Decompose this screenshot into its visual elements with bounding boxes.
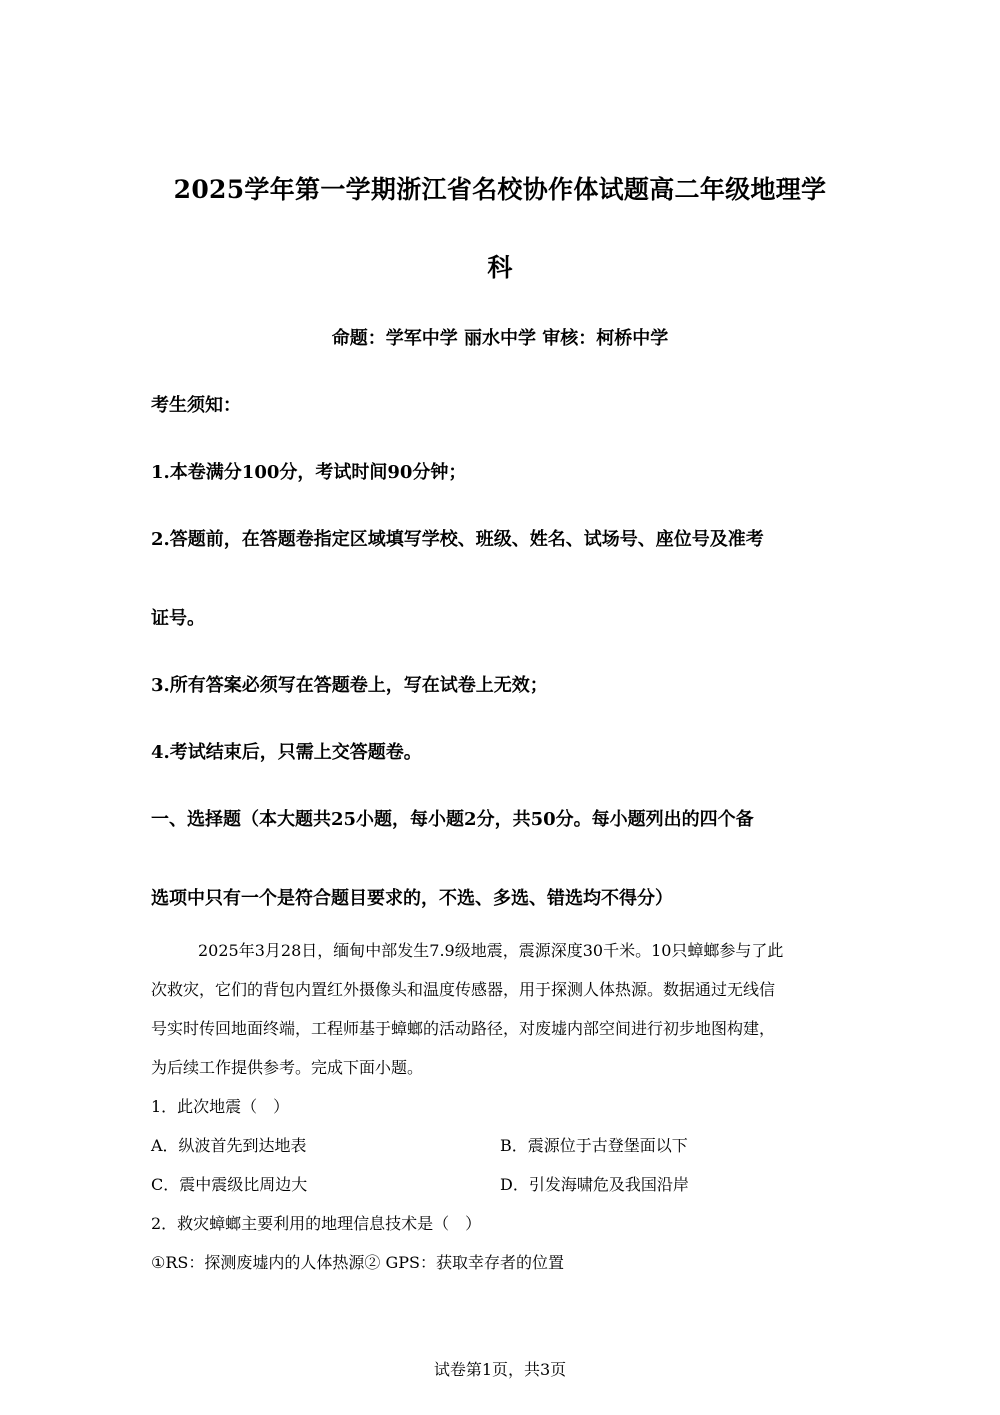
exam-title-line1: 2025学年第一学期浙江省名校协作体试题高二年级地理学 xyxy=(173,175,827,204)
question-1-stem: 1．此次地震（ ） xyxy=(151,1097,290,1116)
passage-line-4: 为后续工作提供参考。完成下面小题。 xyxy=(151,1058,424,1077)
question-2-item-1: ①RS：探测废墟内的人体热源② GPS：获取幸存者的位置 xyxy=(151,1253,564,1272)
notice-item-2: 2.答题前，在答题卷指定区域填写学校、班级、姓名、试场号、座位号及准考 xyxy=(151,529,764,550)
question-2-stem: 2．救灾蟑螂主要利用的地理信息技术是（ ） xyxy=(151,1214,482,1233)
exam-authors: 命题：学军中学 丽水中学 审核：柯桥中学 xyxy=(331,328,669,349)
question-1-option-d: D．引发海啸危及我国沿岸 xyxy=(500,1175,689,1194)
section-heading-line2: 选项中只有一个是符合题目要求的，不选、多选、错选均不得分） xyxy=(151,888,673,909)
notice-heading: 考生须知： xyxy=(151,395,241,416)
notice-item-1: 1.本卷满分100分，考试时间90分钟； xyxy=(151,462,467,483)
question-1-option-a: A．纵波首先到达地表 xyxy=(151,1136,307,1155)
question-1-option-b: B．震源位于古登堡面以下 xyxy=(500,1136,688,1155)
notice-item-2-cont: 证号。 xyxy=(151,608,205,629)
section-heading-line1: 一、选择题（本大题共25小题，每小题2分，共50分。每小题列出的四个备 xyxy=(151,809,754,830)
passage-line-1: 2025年3月28日，缅甸中部发生7.9级地震，震源深度30千米。10只蟑螂参与了此 xyxy=(198,941,784,960)
notice-item-4: 4.考试结束后，只需上交答题卷。 xyxy=(151,742,422,763)
passage-line-2: 次救灾，它们的背包内置红外摄像头和温度传感器，用于探测人体热源。数据通过无线信 xyxy=(151,980,776,999)
page-footer: 试卷第1页，共3页 xyxy=(433,1360,567,1379)
passage-line-3: 号实时传回地面终端，工程师基于蟑螂的活动路径，对废墟内部空间进行初步地图构建， xyxy=(151,1019,776,1038)
notice-item-3: 3.所有答案必须写在答题卷上，写在试卷上无效； xyxy=(151,675,548,696)
exam-title-line2: 科 xyxy=(487,253,513,282)
question-1-option-c: C．震中震级比周边大 xyxy=(151,1175,308,1194)
